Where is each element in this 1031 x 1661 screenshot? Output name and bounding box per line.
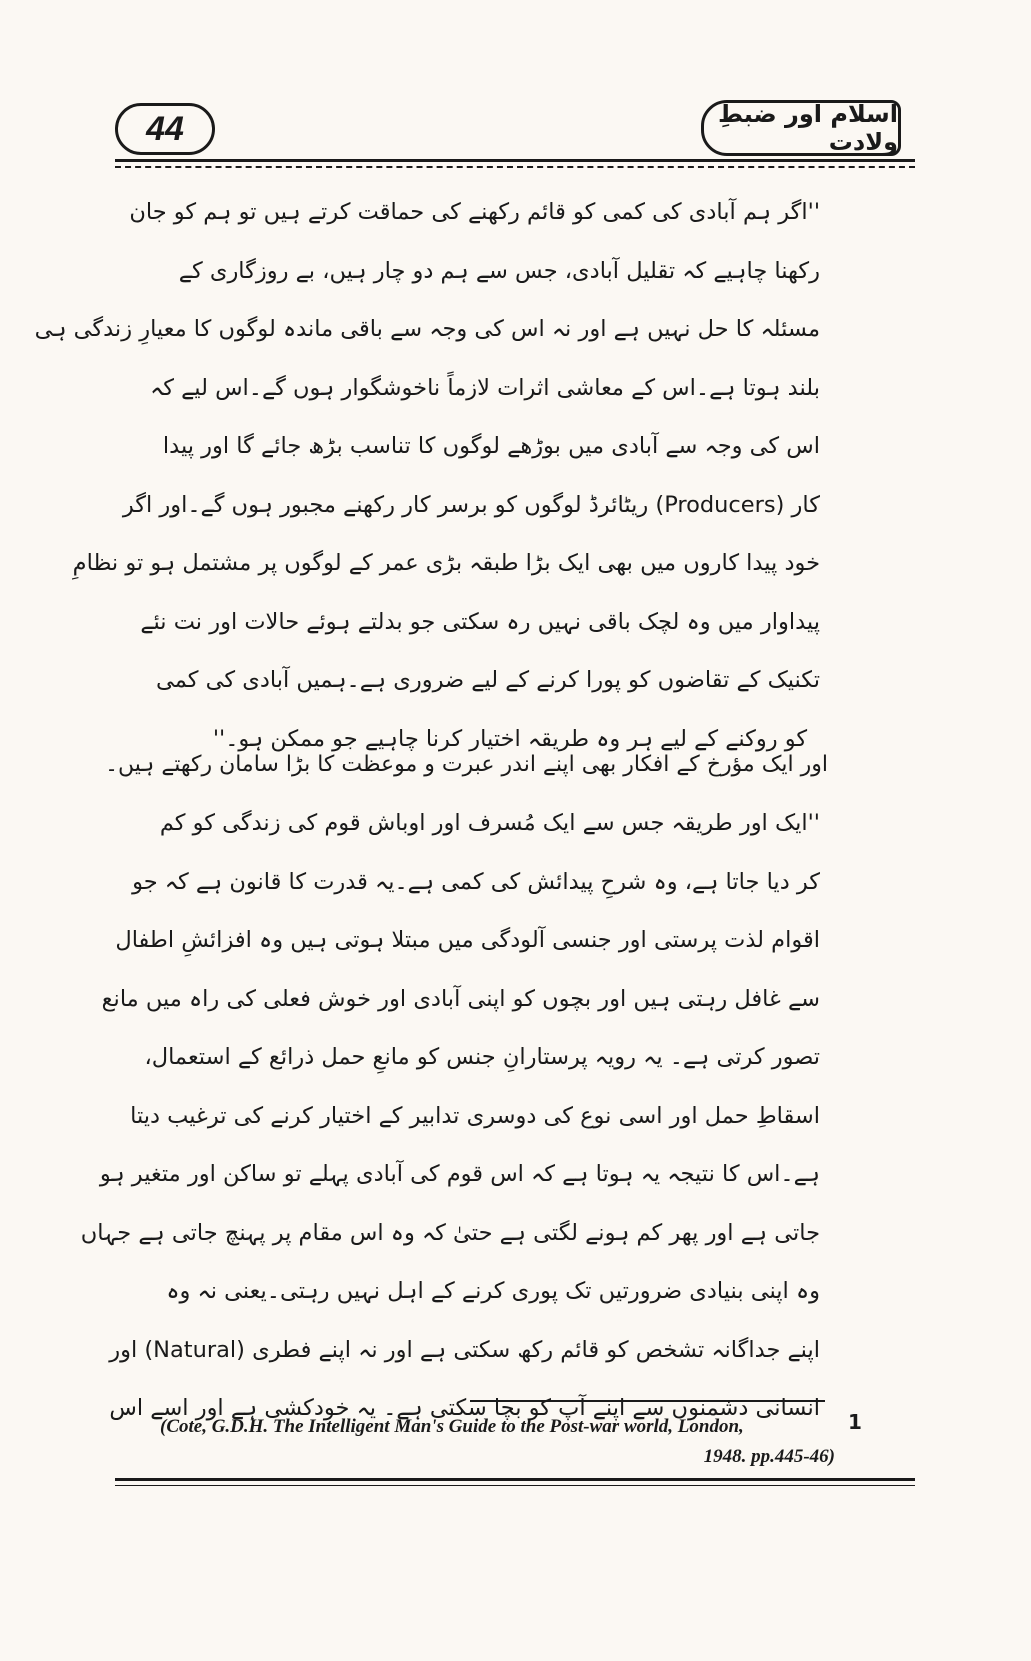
header-rule xyxy=(115,159,915,168)
text-line: اسقاطِ حمل اور اسی نوع کی دوسری تدابیر کے اختیار کرنے کی ترغیب دیتا xyxy=(130,1102,820,1129)
quote-block-2 xyxy=(80,795,820,1439)
text-line: پیداوار میں وہ لچک باقی نہیں رہ سکتی جو بدلتے ہوئے حالات اور نت نئے xyxy=(140,608,820,635)
footnote xyxy=(160,1412,870,1472)
text-line: خود پیدا کاروں میں بھی ایک بڑا طبقہ بڑی عمر کے لوگوں پر مشتمل ہو تو نظامِ xyxy=(72,550,820,576)
running-header-title: اسلام اور ضبطِ ولادت xyxy=(701,100,901,156)
text-line: اس کی وجہ سے آبادی میں بوڑھے لوگوں کا تناسب بڑھ جائے گا اور پیدا xyxy=(162,433,820,459)
text-line: اقوام لذت پرستی اور جنسی آلودگی میں مبتلا ہوتی ہیں وہ افزائشِ اطفال xyxy=(115,927,820,953)
footnote-line-1: (Cote, G.D.H. The Intelligent Man's Guide to the Post-war world, London, xyxy=(160,1416,744,1437)
text-line: مسئلہ کا حل نہیں ہے اور نہ اس کی وجہ سے باقی ماندہ لوگوں کا معیارِ زندگی ہی xyxy=(34,316,820,342)
footnote-marker: 1 xyxy=(848,1410,862,1434)
text-line: سے غافل رہتی ہیں اور بچوں کو اپنی آبادی اور خوش فعلی کی راہ میں مانع xyxy=(101,985,820,1012)
text-line: وہ اپنی بنیادی ضرورتیں تک پوری کرنے کے اہل نہیں رہتی۔یعنی نہ وہ xyxy=(166,1278,820,1304)
text-line: رکھنا چاہیے کہ تقلیل آبادی، جس سے ہم دو چار ہیں، بے روزگاری کے xyxy=(178,257,820,284)
text-line: اپنے جداگانہ تشخص کو قائم رکھ سکتی ہے اور نہ اپنے فطری (Natural) اور xyxy=(109,1336,820,1363)
text-line: تصور کرتی ہے۔ یہ رویہ پرستارانِ جنس کو مانعِ حمل ذرائع کے استعمال، xyxy=(144,1044,820,1070)
footnote-line-2: 1948. pp.445-46) xyxy=(703,1446,835,1467)
footnote-rule xyxy=(470,1400,825,1402)
footer-rule xyxy=(115,1478,915,1486)
text-line: کار (Producers) ریٹائرڈ لوگوں کو برسر کار رکھنے مجبور ہوں گے۔اور اگر xyxy=(122,491,820,518)
text-line: انسانی دشمنوں سے اپنے آپ کو بچا سکتی ہے۔ یہ خودکشی ہے اور اسے اس xyxy=(109,1395,820,1421)
text-line: ''اگر ہم آبادی کی کمی کو قائم رکھنے کی حماقت کرتے ہیں تو ہم کو جان xyxy=(129,199,820,225)
page-number: 44 xyxy=(115,103,215,155)
text-line: کر دیا جاتا ہے، وہ شرحِ پیدائش کی کمی ہے۔یہ قدرت کا قانون ہے کہ جو xyxy=(132,868,820,895)
text-line: تکنیک کے تقاضوں کو پورا کرنے کے لیے ضروری ہے۔ہمیں آبادی کی کمی xyxy=(156,667,820,693)
text-line: جاتی ہے اور پھر کم ہونے لگتی ہے حتیٰ کہ وہ اس مقام پر پہنچ جاتی ہے جہاں xyxy=(80,1219,820,1246)
text-line: ہے۔اس کا نتیجہ یہ ہوتا ہے کہ اس قوم کی آبادی پہلے تو ساکن اور متغیر ہو xyxy=(99,1161,820,1187)
quote-block-1 xyxy=(34,183,820,768)
intro-line: اور ایک مؤرخ کے افکار بھی اپنے اندر عبرت و موعظت کا بڑا سامان رکھتے ہیں۔ xyxy=(105,752,828,777)
text-line: کو روکنے کے لیے ہر وہ طریقہ اختیار کرنا چاہیے جو ممکن ہو۔'' xyxy=(212,725,808,752)
text-line: ''ایک اور طریقہ جس سے ایک مُسرف اور اوباش قوم کی زندگی کو کم xyxy=(159,810,820,836)
text-line: بلند ہوتا ہے۔اس کے معاشی اثرات لازماً ناخوشگوار ہوں گے۔اس لیے کہ xyxy=(150,374,820,401)
